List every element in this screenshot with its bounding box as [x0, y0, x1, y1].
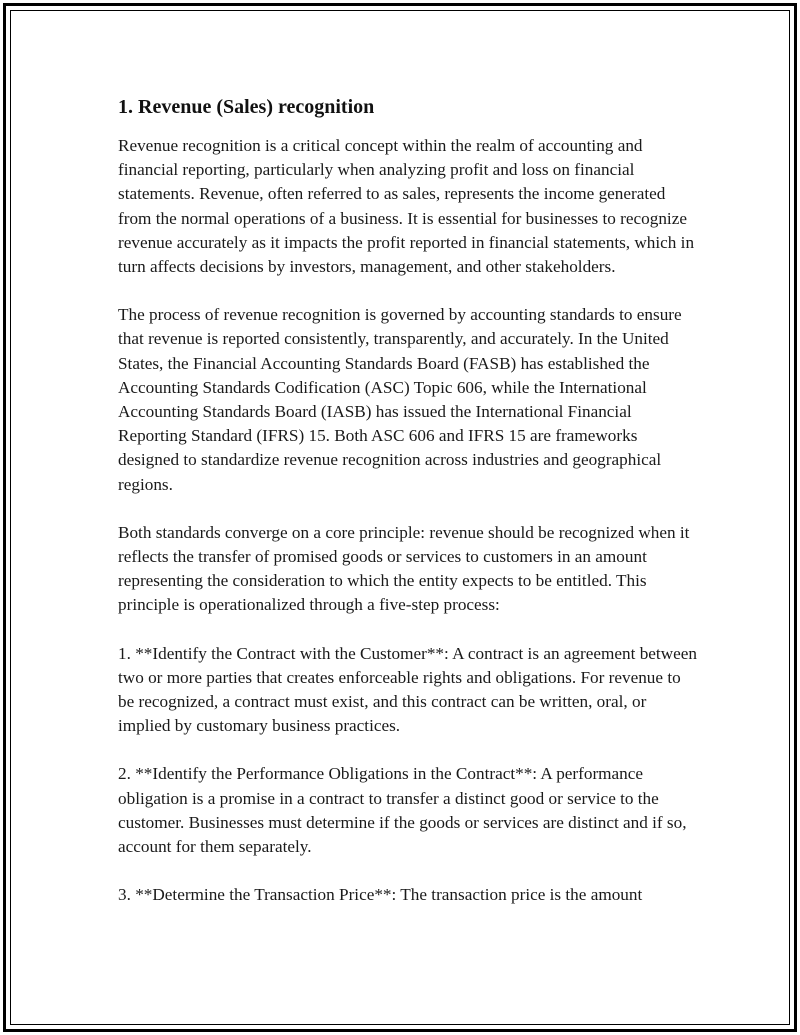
paragraph-standards: The process of revenue recognition is governed by accounting standards to ensure that revenue is reported consistently, transparently, and accurately. In the United States, the Financial Accounting Standards Board (FASB) has established the Accounting Standards Codification (ASC) Topic 606, while the International Accounting Standards Board (IASB) has issued the International Financial Reporting Standard (IFRS) 15. Both ASC 606 and IFRS 15 are frameworks designed to standardize revenue recognition across industries and geographical regions. — [118, 305, 682, 494]
paragraph-step-1: 1. **Identify the Contract with the Customer**: A contract is an agreement between two or more parties that creates enforceable rights and obligations. For revenue to be recognized, a contract must exist, and this contract can be written, oral, or implied by customary business practices. — [118, 643, 697, 736]
paragraph-step-2: 2. **Identify the Performance Obligations in the Contract**: A performance obligation is a promise in a contract to transfer a distinct good or service to the customer. Businesses must determine if the goods or services are distinct and if so, account for them separately. — [118, 764, 687, 857]
paragraph-core-principle: Both standards converge on a core principle: revenue should be recognized when it reflects the transfer of promised goods or services to customers in an amount representing the consideration to which the entity expects to be entitled. This principle is operationalized through a five-step process: — [118, 522, 690, 615]
paragraph-step-3: 3. **Determine the Transaction Price**: The transaction price is the amount — [118, 885, 643, 905]
section-heading: 1. Revenue (Sales) recognition — [118, 96, 375, 118]
document-body — [118, 93, 698, 931]
paragraph-intro: Revenue recognition is a critical concept within the realm of accounting and financial reporting, particularly when analyzing profit and loss on financial statements. Revenue, often referred to as sales, represents the income generated from the normal operations of a business. It is essential for businesses to recognize revenue accurately as it impacts the profit reported in financial statements, which in turn affects decisions by investors, management, and other stakeholders. — [118, 136, 695, 277]
